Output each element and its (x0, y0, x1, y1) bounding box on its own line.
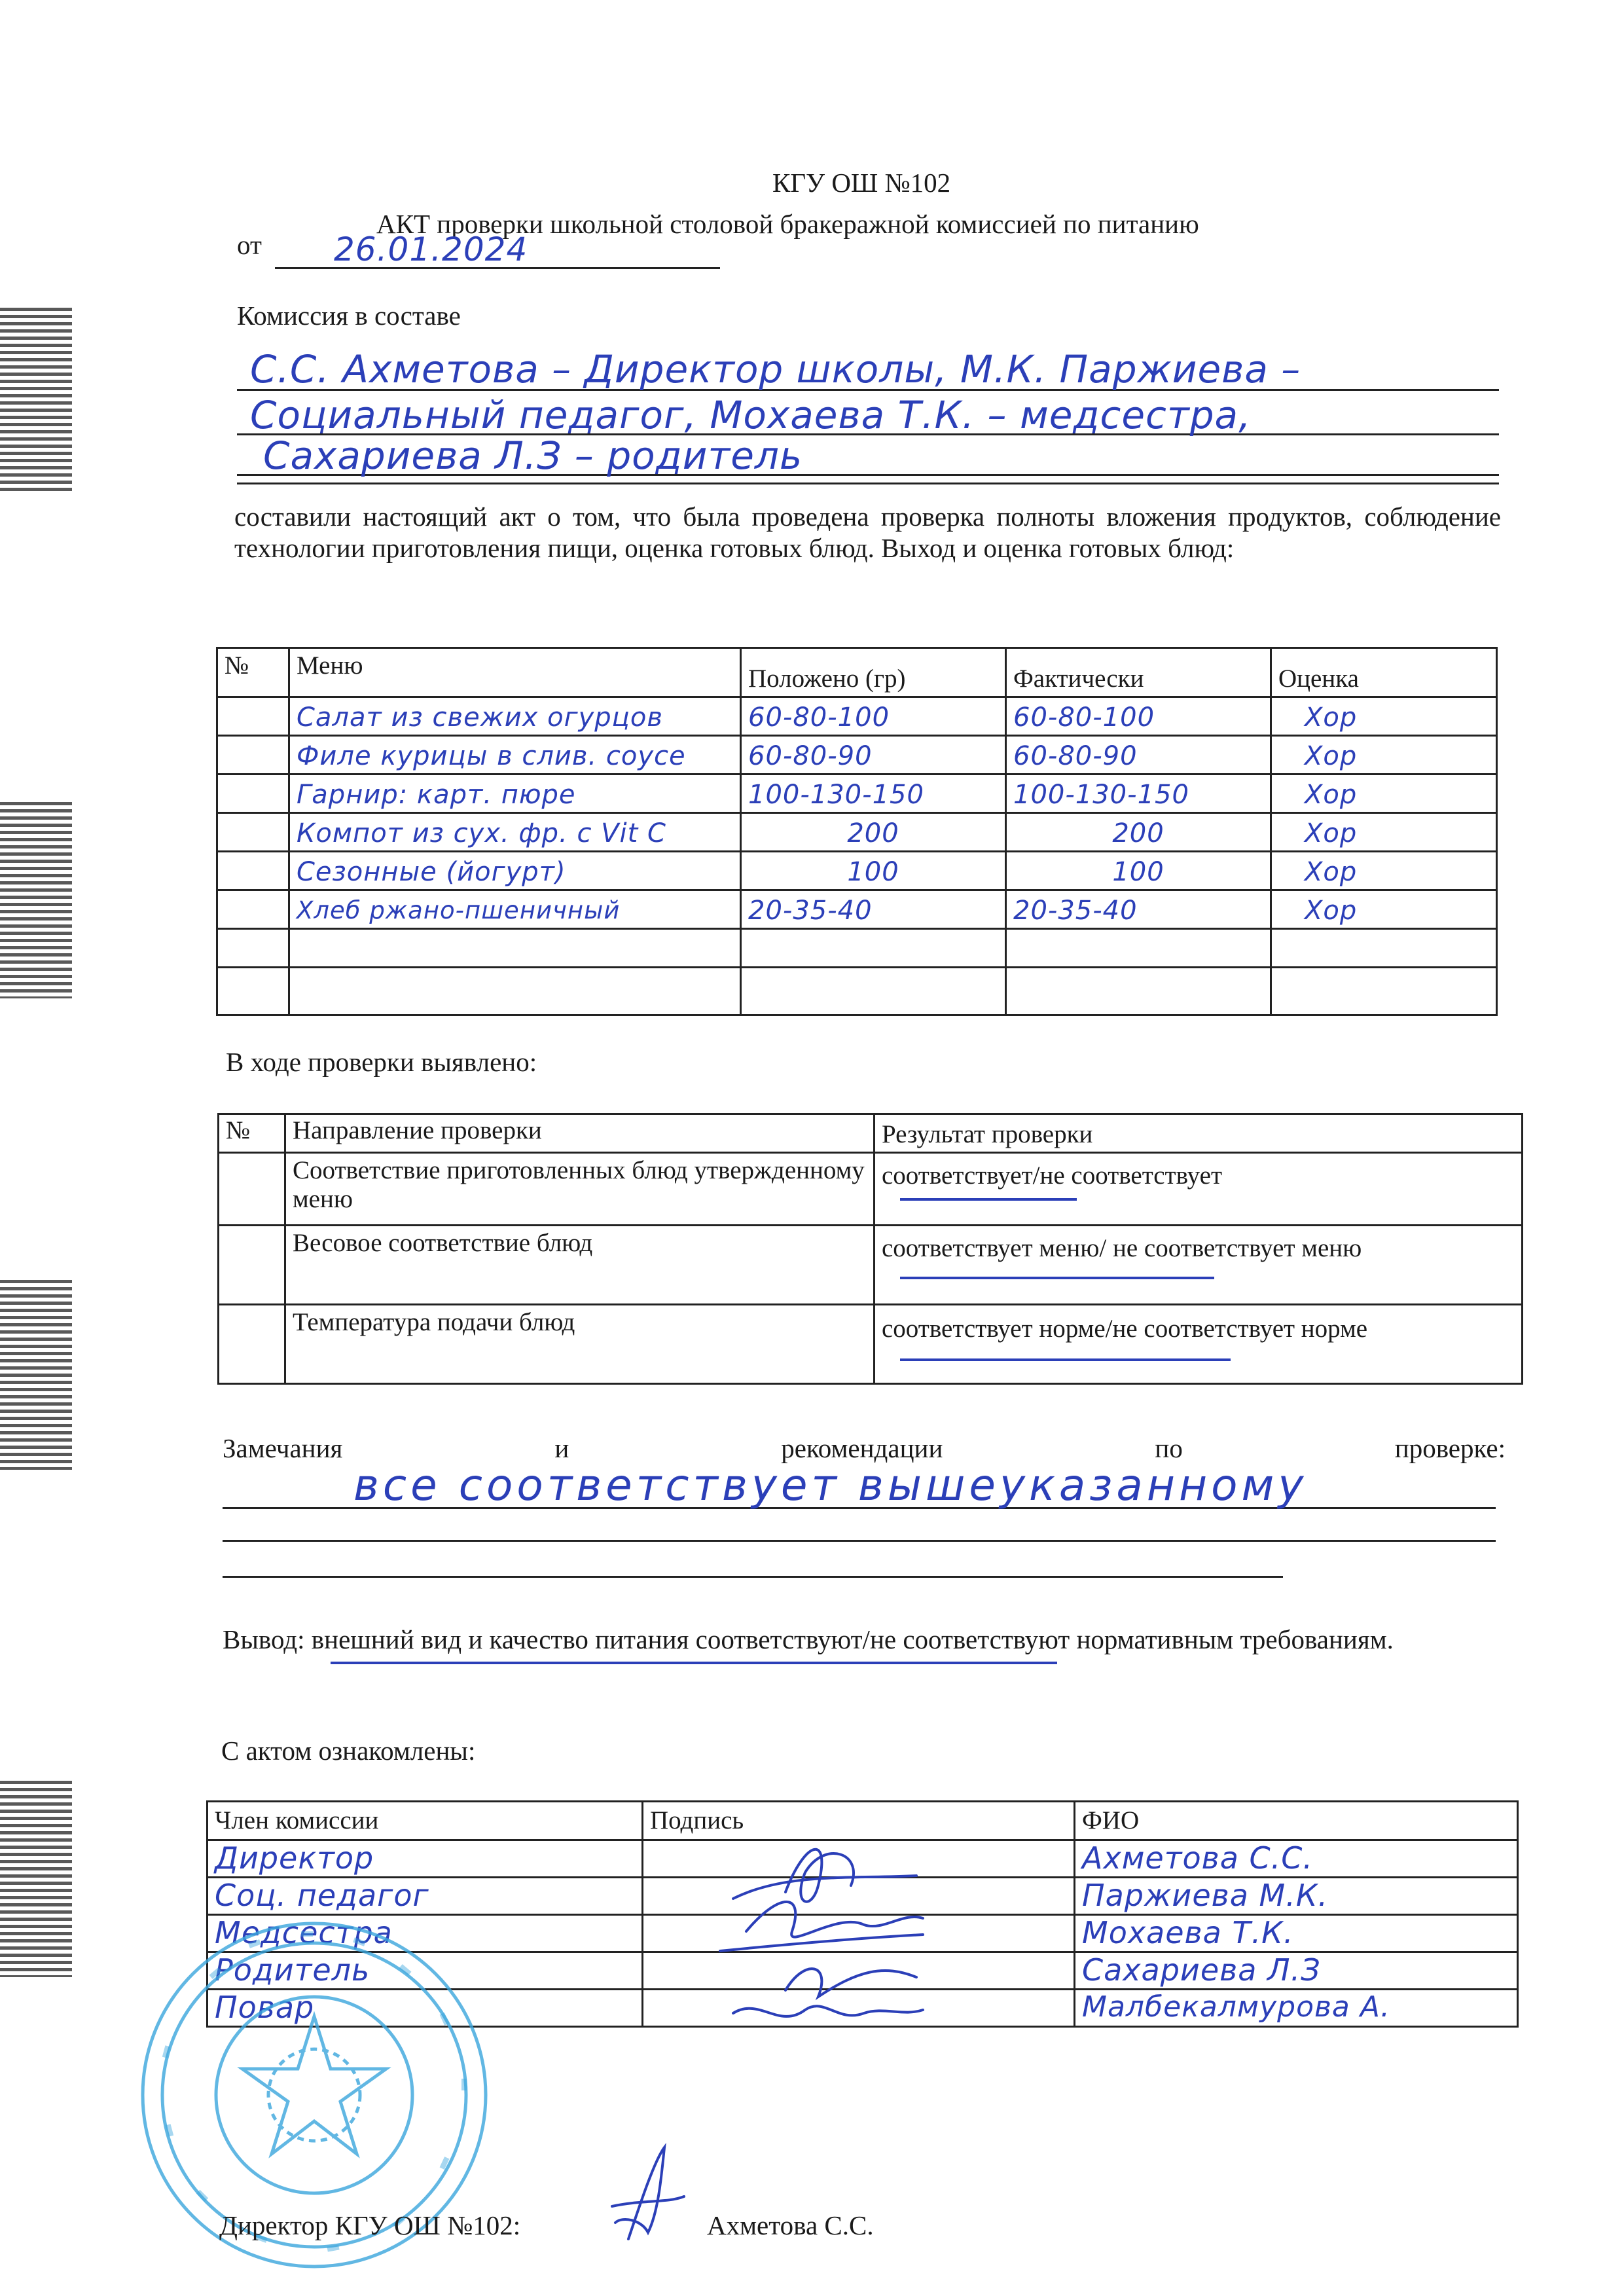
col-signature: Подпись (643, 1802, 1075, 1840)
remarks-word: рекомендации (781, 1433, 943, 1463)
member-role: Директор (208, 1840, 643, 1878)
grade-value (1271, 968, 1497, 1015)
check-result-text: соответствует меню/ не соответствует меню (882, 1234, 1362, 1262)
act-title: АКТ проверки школьной столовой бракеражной комиссией по питанию (376, 209, 1199, 239)
scan-artifact (0, 802, 72, 998)
row-num (217, 890, 289, 929)
row-num (219, 1305, 285, 1384)
remarks-line-1 (223, 1460, 1496, 1510)
member-role: Соц. педагог (208, 1878, 643, 1915)
table-row (219, 1153, 1523, 1226)
check-table (217, 1113, 1523, 1385)
pen-underline (331, 1662, 1057, 1664)
act-date: 26.01.2024 (334, 230, 528, 268)
col-fio: ФИО (1075, 1802, 1518, 1840)
fact-value (1006, 929, 1271, 968)
grade-value: Хор (1271, 890, 1497, 929)
col-grade: Оценка (1271, 648, 1497, 697)
menu-item (289, 968, 741, 1015)
commission-member-line: Сахариева Л.З – родитель (263, 433, 803, 478)
table-row (219, 1226, 1523, 1305)
grade-value: Хор (1271, 697, 1497, 736)
check-result (875, 1153, 1523, 1226)
row-num (219, 1153, 285, 1226)
norm-value: 100-130-150 (741, 774, 1006, 813)
scan-artifact (0, 308, 72, 491)
scan-artifact (0, 1280, 72, 1470)
row-num (217, 852, 289, 890)
commission-label: Комиссия в составе (237, 301, 461, 331)
fact-value: 100 (1006, 852, 1271, 890)
menu-header-row (217, 648, 1497, 697)
col-fact: Фактически (1006, 648, 1271, 697)
signature-scribble (707, 1813, 943, 2030)
col-member: Член комиссии (208, 1802, 643, 1840)
scan-artifact (0, 1781, 72, 1977)
menu-item: Филе курицы в слив. соусе (289, 736, 741, 774)
org-name: КГУ ОШ №102 (772, 168, 951, 198)
pen-underline (900, 1358, 1231, 1361)
director-name: Ахметова С.С. (707, 2210, 874, 2240)
remarks-label (223, 1432, 1506, 1464)
table-row (217, 813, 1497, 852)
col-menu: Меню (289, 648, 741, 697)
table-row (217, 929, 1497, 968)
date-prefix: от (237, 230, 262, 260)
grade-value: Хор (1271, 736, 1497, 774)
member-role: Родитель (208, 1952, 643, 1990)
grade-value: Хор (1271, 852, 1497, 890)
check-result-text: соответствует/не соответствует (882, 1161, 1223, 1190)
grade-value: Хор (1271, 774, 1497, 813)
table-row (217, 736, 1497, 774)
row-num (219, 1226, 285, 1305)
table-row (217, 852, 1497, 890)
table-row (219, 1305, 1523, 1384)
col-num: № (217, 648, 289, 697)
commission-line-3 (237, 433, 1499, 478)
commission-member-line: С.С. Ахметова – Директор школы, М.К. Паржиева – (250, 347, 1301, 392)
acquainted-label: С актом ознакомлены: (221, 1736, 476, 1766)
table-row (217, 890, 1497, 929)
commission-member-line: Социальный педагог, Мохаева Т.К. – медсестра, (250, 393, 1252, 437)
norm-value: 100 (741, 852, 1006, 890)
remarks-word: Замечания (223, 1433, 343, 1463)
menu-item (289, 929, 741, 968)
member-role: Повар (208, 1990, 643, 2027)
remarks-word: и (554, 1433, 569, 1463)
row-num (217, 968, 289, 1015)
check-direction: Соответствие приготовленных блюд утвержденному меню (285, 1153, 875, 1226)
fact-value: 60-80-100 (1006, 697, 1271, 736)
check-direction: Температура подачи блюд (285, 1305, 875, 1384)
menu-table (216, 647, 1498, 1016)
col-norm: Положено (гр) (741, 648, 1006, 697)
remarks-line-2 (223, 1539, 1496, 1542)
norm-value: 60-80-100 (741, 697, 1006, 736)
norm-value (741, 968, 1006, 1015)
norm-value: 200 (741, 813, 1006, 852)
fact-value: 100-130-150 (1006, 774, 1271, 813)
member-fio: Паржиева М.К. (1075, 1878, 1518, 1915)
row-num (217, 774, 289, 813)
member-fio: Малбекалмурова А. (1075, 1990, 1518, 2027)
menu-item: Хлеб ржано-пшеничный (289, 890, 741, 929)
intro-paragraph: составили настоящий акт о том, что была проведена проверка полноты вложения продуктов, соблюдение технологии приготовления пищи, оценка готовых блюд. Выход и оценка готовых блюд: (234, 501, 1501, 563)
director-label: Директор КГУ ОШ №102: (219, 2210, 521, 2240)
pen-underline (900, 1198, 1077, 1201)
menu-item: Сезонные (йогурт) (289, 852, 741, 890)
remarks-word: по (1155, 1433, 1183, 1463)
remarks-word: проверке: (1394, 1433, 1506, 1463)
fact-value: 20-35-40 (1006, 890, 1271, 929)
member-fio: Ахметова С.С. (1075, 1840, 1518, 1878)
table-row (217, 968, 1497, 1015)
pen-underline (900, 1277, 1214, 1279)
menu-item: Компот из сух. фр. с Vit C (289, 813, 741, 852)
check-direction: Весовое соответствие блюд (285, 1226, 875, 1305)
grade-value (1271, 929, 1497, 968)
col-direction: Направление проверки (285, 1114, 875, 1153)
check-result (875, 1226, 1523, 1305)
menu-item: Салат из свежих огурцов (289, 697, 741, 736)
commission-line-2 (237, 393, 1499, 435)
fact-value (1006, 968, 1271, 1015)
check-result-text: соответствует норме/не соответствует норме (882, 1315, 1368, 1343)
row-num (217, 929, 289, 968)
fact-value: 200 (1006, 813, 1271, 852)
check-header-row (219, 1114, 1523, 1153)
grade-value: Хор (1271, 813, 1497, 852)
row-num (217, 813, 289, 852)
member-fio: Мохаева Т.К. (1075, 1915, 1518, 1952)
director-signature (602, 2141, 694, 2246)
col-result: Результат проверки (875, 1114, 1523, 1153)
commission-line-4 (237, 481, 1499, 484)
remarks-handwritten: все соответствует вышеуказанному (353, 1460, 1308, 1510)
conclusion-text: Вывод: внешний вид и качество питания соответствуют/не соответствуют нормативным требованиям. (223, 1624, 1394, 1654)
findings-label: В ходе проверки выявлено: (226, 1047, 537, 1077)
menu-item: Гарнир: карт. пюре (289, 774, 741, 813)
check-result (875, 1305, 1523, 1384)
table-row (217, 697, 1497, 736)
member-role: Медсестра (208, 1915, 643, 1952)
norm-value (741, 929, 1006, 968)
fact-value: 60-80-90 (1006, 736, 1271, 774)
row-num (217, 736, 289, 774)
norm-value: 60-80-90 (741, 736, 1006, 774)
table-row (217, 774, 1497, 813)
col-num: № (219, 1114, 285, 1153)
norm-value: 20-35-40 (741, 890, 1006, 929)
row-num (217, 697, 289, 736)
commission-line-1 (237, 347, 1499, 391)
remarks-line-3 (223, 1575, 1283, 1578)
date-line (275, 230, 720, 269)
member-fio: Сахариева Л.З (1075, 1952, 1518, 1990)
